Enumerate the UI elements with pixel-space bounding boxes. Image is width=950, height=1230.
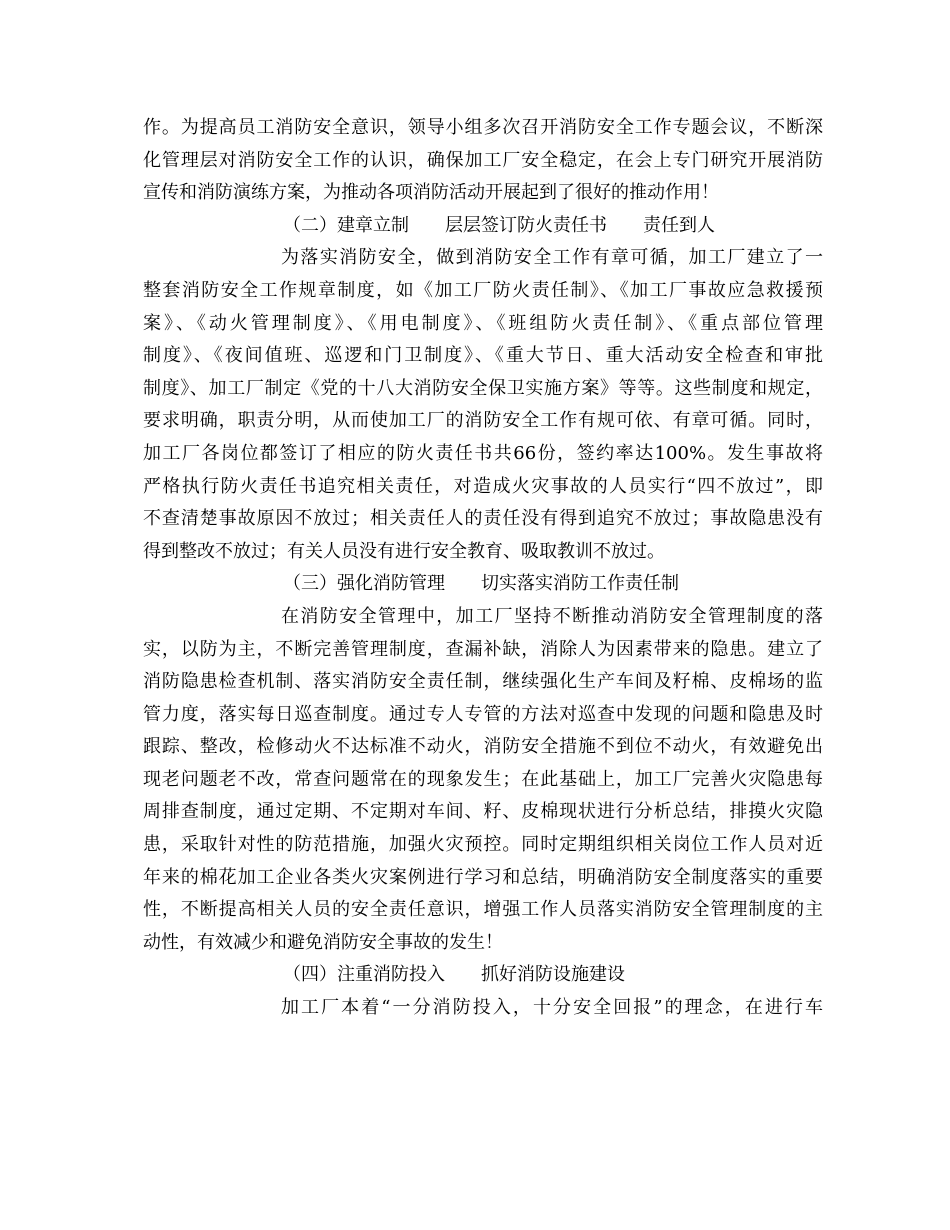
paragraph-line: 严格执行防火责任书追究相关责任，对造成火灾事故的人员实行“四不放过”，即 bbox=[143, 475, 823, 497]
paragraph-line: 动性，有效减少和避免消防安全事故的发生！ bbox=[143, 931, 503, 953]
paragraph-line: 加工厂各岗位都签订了相应的防火责任书共66份，签约率达100%。发生事故将 bbox=[143, 442, 823, 464]
paragraph-first-line: 在消防安全管理中，加工厂坚持不断推动消防安全管理制度的落 bbox=[281, 605, 823, 627]
paragraph-line: 管力度，落实每日巡查制度。通过专人专管的方法对巡查中发现的问题和隐患及时 bbox=[143, 703, 823, 725]
paragraph-line: 不查清楚事故原因不放过；相关责任人的责任没有得到追究不放过；事故隐患没有 bbox=[143, 508, 823, 530]
paragraph-line: 跟踪、整改，检修动火不达标准不动火，消防安全措施不到位不动火，有效避免出 bbox=[143, 736, 823, 758]
section-heading-2: （二）建章立制 层层签订防火责任书 责任到人 bbox=[283, 214, 715, 236]
paragraph-line: 消防隐患检查机制、落实消防安全责任制，继续强化生产车间及籽棉、皮棉场的监 bbox=[143, 671, 823, 693]
paragraph-line: 实，以防为主，不断完善管理制度，查漏补缺，消除人为因素带来的隐患。建立了 bbox=[143, 638, 823, 660]
document-body bbox=[143, 112, 823, 1025]
paragraph-line: 现老问题老不改，常查问题常在的现象发生；在此基础上，加工厂完善火灾隐患每 bbox=[143, 768, 823, 790]
paragraph-line: 宣传和消防演练方案，为推动各项消防活动开展起到了很好的推动作用！ bbox=[143, 182, 719, 204]
paragraph-line: 制度》、加工厂制定《党的十八大消防安全保卫实施方案》等等。这些制度和规定， bbox=[143, 377, 823, 399]
section-heading-4: （四）注重消防投入 抓好消防设施建设 bbox=[283, 964, 625, 986]
paragraph-line: 年来的棉花加工企业各类火灾案例进行学习和总结，明确消防安全制度落实的重要 bbox=[143, 866, 823, 888]
paragraph-line: 整套消防安全工作规章制度，如《加工厂防火责任制》、《加工厂事故应急救援预 bbox=[143, 279, 823, 301]
section-heading-3: （三）强化消防管理 切实落实消防工作责任制 bbox=[283, 573, 679, 595]
paragraph-line: 制度》、《夜间值班、巡逻和门卫制度》、《重大节日、重大活动安全检查和审批 bbox=[143, 345, 823, 367]
paragraph-line: 周排查制度，通过定期、不定期对车间、籽、皮棉现状进行分析总结，排摸火灾隐 bbox=[143, 801, 823, 823]
paragraph-first-line: 为落实消防安全，做到消防安全工作有章可循，加工厂建立了一 bbox=[281, 247, 823, 269]
paragraph-line: 作。为提高员工消防安全意识，领导小组多次召开消防安全工作专题会议，不断深 bbox=[143, 117, 823, 138]
paragraph-line: 案》、《动火管理制度》、《用电制度》、《班组防火责任制》、《重点部位管理 bbox=[143, 312, 823, 334]
paragraph-line: 患，采取针对性的防范措施，加强火灾预控。同时定期组织相关岗位工作人员对近 bbox=[143, 834, 823, 856]
paragraph-line: 性，不断提高相关人员的安全责任意识，增强工作人员落实消防安全管理制度的主 bbox=[143, 899, 823, 921]
paragraph-first-line: 加工厂本着“一分消防投入，十分安全回报”的理念，在进行车 bbox=[281, 997, 823, 1019]
paragraph-line: 要求明确，职责分明，从而使加工厂的消防安全工作有规可依、有章可循。同时， bbox=[143, 410, 823, 432]
paragraph-line: 得到整改不放过；有关人员没有进行安全教育、吸取教训不放过。 bbox=[143, 540, 665, 562]
paragraph-line: 化管理层对消防安全工作的认识，确保加工厂安全稳定，在会上专门研究开展消防 bbox=[143, 149, 823, 171]
